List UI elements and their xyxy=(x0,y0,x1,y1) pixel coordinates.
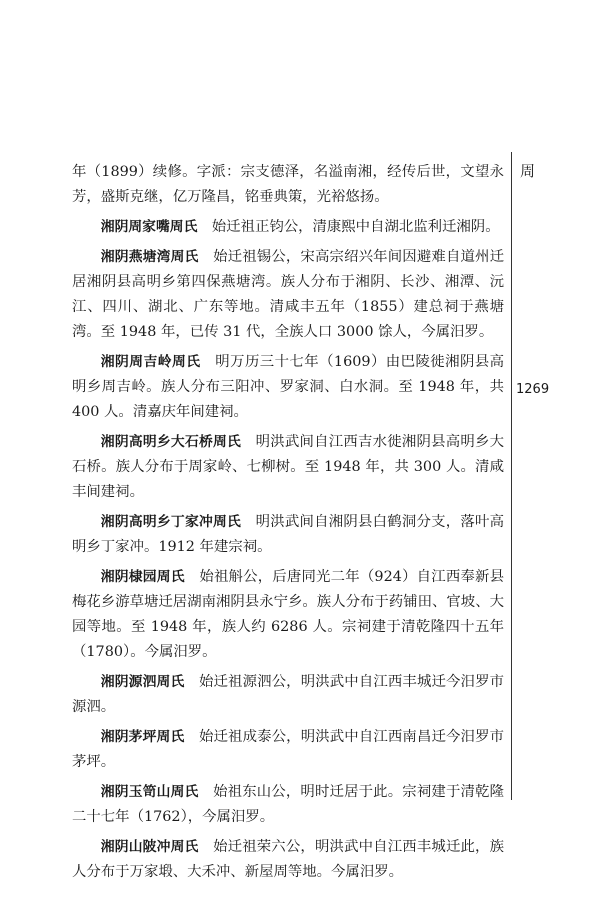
entry-text: 始迁祖锡公，宋高宗绍兴年间因避难自道州迁居湘阴县高明乡第四保燕塘湾。族人分布于湘阴、长沙、湘潭、沅江、四川、湖北、广东等地。清咸丰五年（1855）建总祠于燕塘湾。至 1948 年，已传 31 代，全族人口 3000 馀人，今属汨罗。 xyxy=(72,249,504,340)
entry-paragraph xyxy=(72,670,504,720)
entry-text: 始祖斛公，后唐同光二年（924）自江西奉新县梅花乡游草塘迁居湖南湘阴县永宁乡。族人分布于药铺田、官坡、大园等地。至 1948 年，族人约 6286 人。宗祠建于清乾隆四十五年（1780）。今属汨罗。 xyxy=(72,569,505,660)
entry-text: 明洪武间自江西吉水徙湘阴县高明乡大石桥。族人分布于周家岭、七柳树。至 1948 年，共 300 人。清咸丰间建祠。 xyxy=(72,434,504,500)
entry-text: 始迁祖正钧公，清康熙中自湖北监利迁湘阴。 xyxy=(211,219,500,235)
margin-divider xyxy=(511,152,512,800)
entry-name: 湘阴棣园周氏 xyxy=(100,569,185,585)
surname-side-label: 周 xyxy=(520,162,536,180)
entry-name: 湘阴山陂冲周氏 xyxy=(100,839,199,855)
entry-name: 湘阴玉笥山周氏 xyxy=(100,784,199,800)
entry-paragraph xyxy=(72,835,504,885)
entry-text: 明洪武间自湘阴县白鹤洞分支，落叶高明乡丁家冲。1912 年建宗祠。 xyxy=(72,514,504,555)
entry-name: 湘阴高明乡丁家冲周氏 xyxy=(100,514,242,530)
entry-name: 湘阴周吉岭周氏 xyxy=(100,354,201,370)
entry-paragraph xyxy=(72,215,504,240)
intro-paragraph: 年（1899）续修。字派：宗支德泽，名溢南湘，经传后世，文望永芳，盛斯克继，亿万隆昌，铭垂典策，光裕悠扬。 xyxy=(72,164,504,205)
entry-text: 始迁祖源泗公，明洪武中自江西丰城迁今汨罗市源泗。 xyxy=(72,674,504,715)
entry-name: 湘阴燕塘湾周氏 xyxy=(100,249,199,265)
entry-paragraph xyxy=(72,510,504,560)
entry-paragraph xyxy=(72,245,504,345)
entry-name: 湘阴高明乡大石桥周氏 xyxy=(100,434,242,450)
entry-text: 明万历三十七年（1609）由巴陵徙湘阴县高明乡周吉岭。族人分布三阳冲、罗家洞、白水洞。至 1948 年，共 400 人。清嘉庆年间建祠。 xyxy=(72,354,505,420)
entry-text: 始祖东山公，明时迁居于此。宗祠建于清乾隆二十七年（1762），今属汨罗。 xyxy=(72,784,504,825)
entry-text: 始迁祖荣六公，明洪武中自江西丰城迁此，族人分布于万家塅、大禾冲、新屋周等地。今属汨罗。 xyxy=(72,839,504,880)
entry-paragraph xyxy=(72,725,504,775)
entry-paragraph xyxy=(72,430,504,505)
entry-paragraph xyxy=(72,780,504,830)
entry-paragraph xyxy=(72,350,504,425)
entry-name: 湘阴源泗周氏 xyxy=(100,674,185,690)
entry-name: 湘阴茅坪周氏 xyxy=(100,729,185,745)
main-text xyxy=(72,160,504,890)
entry-name: 湘阴周家嘴周氏 xyxy=(100,219,198,235)
entry-list xyxy=(72,215,504,885)
entry-text: 始迁祖成泰公，明洪武中自江西南昌迁今汨罗市茅坪。 xyxy=(72,729,504,770)
entry-paragraph xyxy=(72,565,504,665)
page-number: 1269 xyxy=(516,382,550,397)
